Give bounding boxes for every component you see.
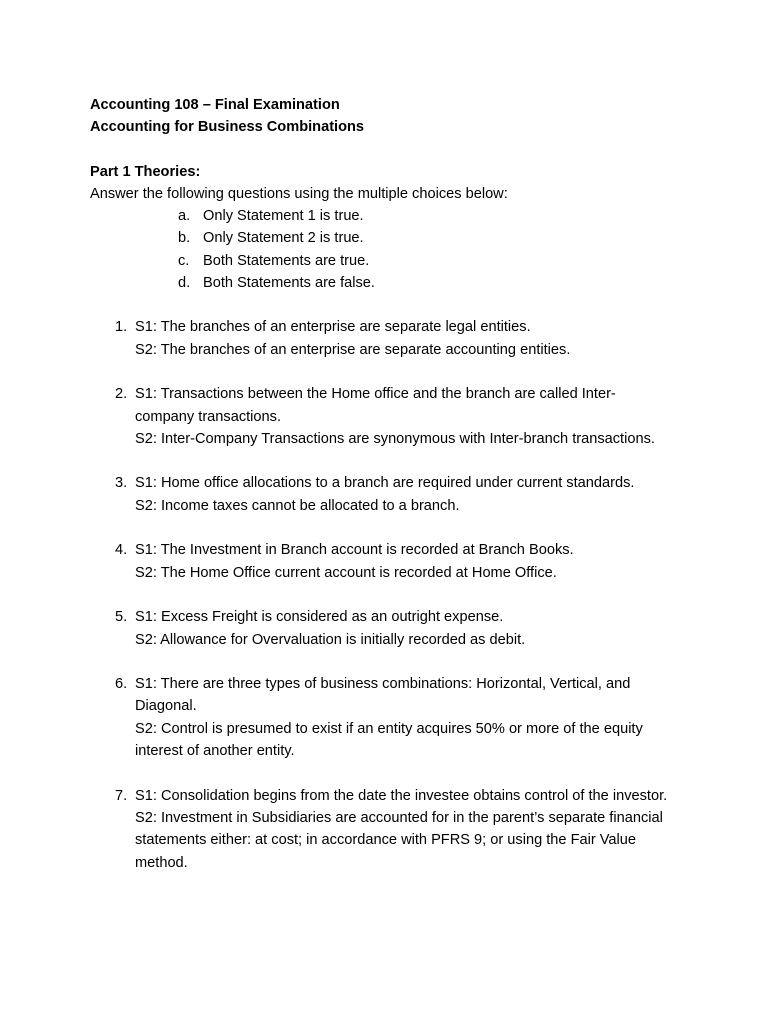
question-number-cell bbox=[90, 785, 135, 874]
question-item bbox=[90, 472, 690, 517]
question-list bbox=[90, 316, 690, 873]
choice-letter: b. bbox=[178, 230, 191, 247]
statement-2: S2: Investment in Subsidiaries are accounted for in the parent’s separate financial statements either: at cost; in accordance with PFRS 9; or using the Fair Value method. bbox=[135, 809, 663, 871]
statement-2: S2: The branches of an enterprise are separate accounting entities. bbox=[135, 341, 571, 358]
question-number: 4. bbox=[115, 542, 128, 559]
question-number-cell bbox=[90, 383, 135, 450]
choice-item bbox=[90, 227, 690, 249]
question-number-cell bbox=[90, 316, 135, 361]
question-item bbox=[90, 606, 690, 651]
choice-text: Both Statements are false. bbox=[203, 275, 375, 292]
question-number-cell bbox=[90, 472, 135, 517]
question-body bbox=[135, 673, 670, 762]
statement-2: S2: Inter-Company Transactions are synonymous with Inter-branch transactions. bbox=[135, 430, 655, 447]
question-number: 6. bbox=[115, 676, 128, 693]
statement-2: S2: Allowance for Overvaluation is initially recorded as debit. bbox=[135, 631, 526, 648]
instructions: Answer the following questions using the multiple choices below: bbox=[90, 185, 508, 202]
question-body bbox=[135, 606, 670, 651]
choice-text: Only Statement 1 is true. bbox=[203, 208, 364, 225]
statement-1: S1: There are three types of business combinations: Horizontal, Vertical, and Diagonal. bbox=[135, 676, 631, 715]
question-number: 1. bbox=[115, 319, 128, 336]
question-body bbox=[135, 785, 670, 874]
choice-letter: d. bbox=[178, 275, 191, 292]
question-number: 5. bbox=[115, 609, 128, 626]
question-number-cell bbox=[90, 606, 135, 651]
statement-2: S2: Income taxes cannot be allocated to a branch. bbox=[135, 497, 460, 514]
choice-item bbox=[90, 205, 690, 227]
question-item bbox=[90, 785, 690, 874]
choice-item bbox=[90, 272, 690, 294]
statement-2: S2: The Home Office current account is recorded at Home Office. bbox=[135, 564, 557, 581]
statement-2: S2: Control is presumed to exist if an entity acquires 50% or more of the equity interest of another entity. bbox=[135, 720, 643, 760]
question-body bbox=[135, 472, 670, 517]
choice-text: Only Statement 2 is true. bbox=[203, 230, 364, 247]
question-number: 2. bbox=[115, 386, 128, 403]
question-body bbox=[135, 539, 670, 584]
statement-1: S1: Home office allocations to a branch are required under current standards. bbox=[135, 475, 635, 492]
question-number-cell bbox=[90, 673, 135, 762]
spacer bbox=[90, 139, 690, 161]
course-title: Accounting 108 – Final Examination bbox=[90, 97, 340, 113]
statement-1: S1: Excess Freight is considered as an outright expense. bbox=[135, 609, 504, 626]
question-item bbox=[90, 383, 690, 450]
question-body bbox=[135, 383, 670, 450]
answer-choices bbox=[90, 205, 690, 294]
document-content bbox=[90, 94, 690, 896]
part-heading: Part 1 Theories: bbox=[90, 163, 201, 180]
statement-1: S1: The branches of an enterprise are separate legal entities. bbox=[135, 319, 531, 336]
choice-letter: c. bbox=[178, 252, 190, 269]
question-item bbox=[90, 673, 690, 762]
statement-1: S1: The Investment in Branch account is recorded at Branch Books. bbox=[135, 542, 574, 559]
question-item bbox=[90, 539, 690, 584]
choice-letter: a. bbox=[178, 208, 191, 225]
choice-item bbox=[90, 250, 690, 272]
question-number: 3. bbox=[115, 475, 128, 492]
question-number: 7. bbox=[115, 787, 128, 804]
question-body bbox=[135, 316, 670, 361]
statement-1: S1: Consolidation begins from the date the investee obtains control of the investor. bbox=[135, 787, 668, 804]
statement-1: S1: Transactions between the Home office and the branch are called Inter-company transactions. bbox=[135, 386, 616, 425]
question-item bbox=[90, 316, 690, 361]
choice-text: Both Statements are true. bbox=[203, 252, 370, 269]
exam-subject: Accounting for Business Combinations bbox=[90, 119, 365, 136]
question-number-cell bbox=[90, 539, 135, 584]
